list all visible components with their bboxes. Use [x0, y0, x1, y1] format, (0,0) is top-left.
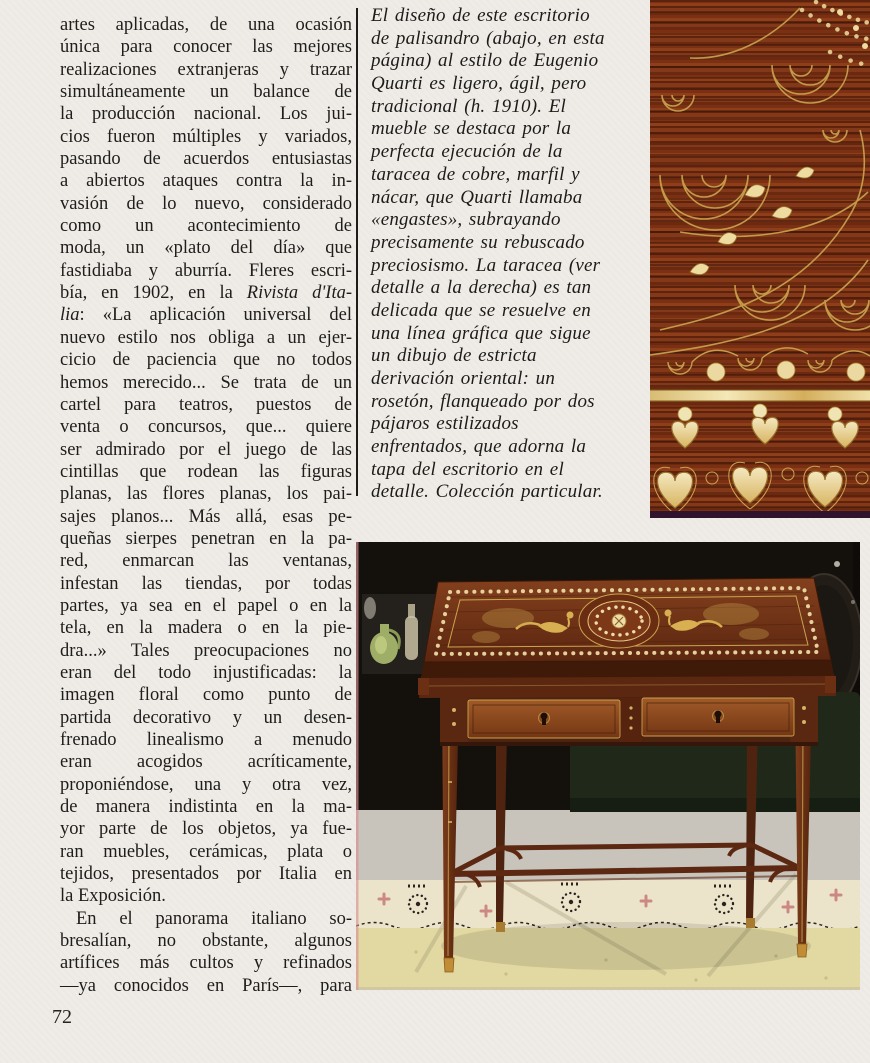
- body-text-line: cintillas que rodean las figuras: [60, 461, 352, 482]
- caption-line: rosetón, flanqueado por dos: [371, 390, 595, 412]
- caption-line: «engastes», subrayando: [371, 209, 561, 231]
- body-text-line: imagen floral como punto de: [60, 685, 352, 706]
- pearl-stripe: [650, 390, 870, 401]
- body-text-line: dra...» Tales preocupaciones no: [60, 640, 352, 661]
- marquetry-inlay-art: [650, 0, 870, 518]
- pearl-petals: [690, 9, 868, 275]
- body-text-line: bía, en 1902, en la Rivista d'Ita-: [60, 283, 352, 304]
- body-text-line: partida decorativo y un desen-: [60, 707, 352, 728]
- body-text-line: artífices más cultos y refinados: [60, 953, 352, 974]
- body-text-line: bresalían, no obstante, algunos: [60, 931, 352, 952]
- body-text-line: proponiéndose, una y otra vez,: [60, 774, 352, 795]
- body-text-line: realizaciones extranjeras y trazar: [60, 59, 352, 80]
- body-text-line: eran acogidos acríticamente,: [60, 752, 352, 773]
- body-text-line: pasando de acuerdos entusiastas: [60, 149, 352, 170]
- caption-line: delicada que se resuelve en: [371, 299, 592, 321]
- body-text-line: eran del todo injustificadas: la: [60, 662, 352, 683]
- body-text-line: venta o concursos, que... quiere: [60, 417, 352, 438]
- pearl-dot-arcs: [802, 2, 869, 65]
- caption-line: detalle a la derecha) es tan: [371, 277, 592, 299]
- body-text-column: [60, 14, 352, 997]
- body-text-line: como un acontecimiento de: [60, 216, 352, 237]
- body-text-line: frenado linealismo a menudo: [60, 730, 352, 750]
- caption-line: una línea gráfica que sigue: [371, 322, 591, 344]
- body-text-line: única para conocer las mejores: [60, 37, 352, 58]
- body-text-line: la Exposición.: [60, 886, 166, 907]
- body-text-line: de manera indistinta en la ma-: [60, 797, 352, 818]
- photo-bottom-edge: [650, 511, 870, 518]
- caption-line: nácar, que Quarti llamaba: [371, 186, 583, 208]
- caption-line: El diseño de este escritorio: [371, 5, 590, 26]
- body-text-line: yor parte de los objetos, ya fue-: [60, 819, 352, 840]
- caption-line: página) al estilo de Eugenio: [371, 50, 599, 72]
- body-text-line: nuevo estilo nos obliga a un ejer-: [60, 327, 352, 348]
- caption-line: un dibujo de estricta: [371, 345, 537, 367]
- body-text-line: —ya conocidos en París—, para: [60, 975, 352, 996]
- body-text-line: simultáneamente un balance de: [60, 82, 352, 103]
- scroll-band: [668, 348, 870, 381]
- body-text-line: la producción nacional. Los jui-: [60, 104, 352, 125]
- gold-scrollwork: [650, 8, 870, 355]
- body-text-line: sajes planos... Más allá, esas pe-: [60, 506, 352, 527]
- caption-line: derivación oriental: un: [371, 368, 556, 389]
- body-text-line: queñas sierpes penetran en la pa-: [60, 528, 352, 549]
- caption-line: pájaros estilizados: [371, 413, 519, 435]
- body-text-line: moda, un «plato del día» que: [60, 238, 352, 259]
- body-text-line: vasión de lo nuevo, considerado: [60, 193, 352, 214]
- body-text-line: a abiertos ataques contra la in-: [60, 171, 352, 192]
- body-text-line: cartel para teatros, puestos de: [60, 394, 352, 415]
- rug: [356, 874, 860, 990]
- desk-photo-art: [356, 542, 860, 990]
- caption-line: enfrentados, que adorna la: [371, 436, 587, 458]
- body-text-line: red, enmarcan las ventanas,: [60, 551, 352, 572]
- caption-line: de palisandro (abajo, en esta: [371, 27, 605, 49]
- body-text-line: fastidiaba y aburría. Fleres escri-: [60, 260, 352, 281]
- caption-line: mueble se destaca por la: [371, 118, 572, 140]
- rosette-medallion: [579, 594, 659, 648]
- caption-line: tradicional (h. 1910). El: [371, 95, 567, 117]
- page-number: 72: [52, 1006, 72, 1028]
- body-text-line: En el panorama italiano so-: [76, 908, 352, 929]
- caption-line: taracea de cobre, marfil y: [371, 163, 580, 185]
- body-text-line: hemos merecido... Se trata de un: [60, 372, 352, 393]
- desk-photo: [356, 542, 860, 990]
- body-text-line: lia: «La aplicación universal del: [60, 305, 352, 326]
- caption-column: [371, 5, 651, 504]
- marquetry-detail-photo: [650, 0, 870, 518]
- caption-line: detalle. Colección particular.: [371, 481, 603, 503]
- body-text-line: ran muebles, cerámicas, plata o: [60, 841, 352, 862]
- body-text-line: tejidos, presentados por Italia en: [60, 864, 352, 885]
- caption-line: perfecta ejecución de la: [371, 141, 563, 163]
- body-text-line: cios fueron múltiples y variados,: [60, 126, 352, 147]
- caption-left-rule: [356, 8, 358, 496]
- body-text-line: partes, ya sea en el papel o en la: [60, 595, 352, 616]
- scan-pink-edge: [356, 542, 359, 990]
- body-text-line: tela, en la madera o en la pie-: [60, 618, 352, 639]
- heart-leaf-band: [654, 404, 868, 514]
- caption-line: Quarti es ligero, ágil, pero: [371, 73, 587, 95]
- body-text-line: artes aplicadas, de una ocasión: [60, 15, 352, 35]
- caption-line: preciosismo. La taracea (ver: [371, 254, 601, 276]
- body-text-line: ser admirado por el juego de las: [60, 439, 352, 460]
- caption-line: tapa del escritorio en el: [371, 458, 564, 480]
- body-text-line: infestan las tiendas, por todas: [60, 573, 352, 594]
- body-text-line: cicio de paciencia que no todos: [60, 350, 352, 371]
- body-text-line: planas, las flores planas, los pai-: [60, 484, 352, 505]
- caption-line: precisamente su rebuscado: [371, 231, 585, 253]
